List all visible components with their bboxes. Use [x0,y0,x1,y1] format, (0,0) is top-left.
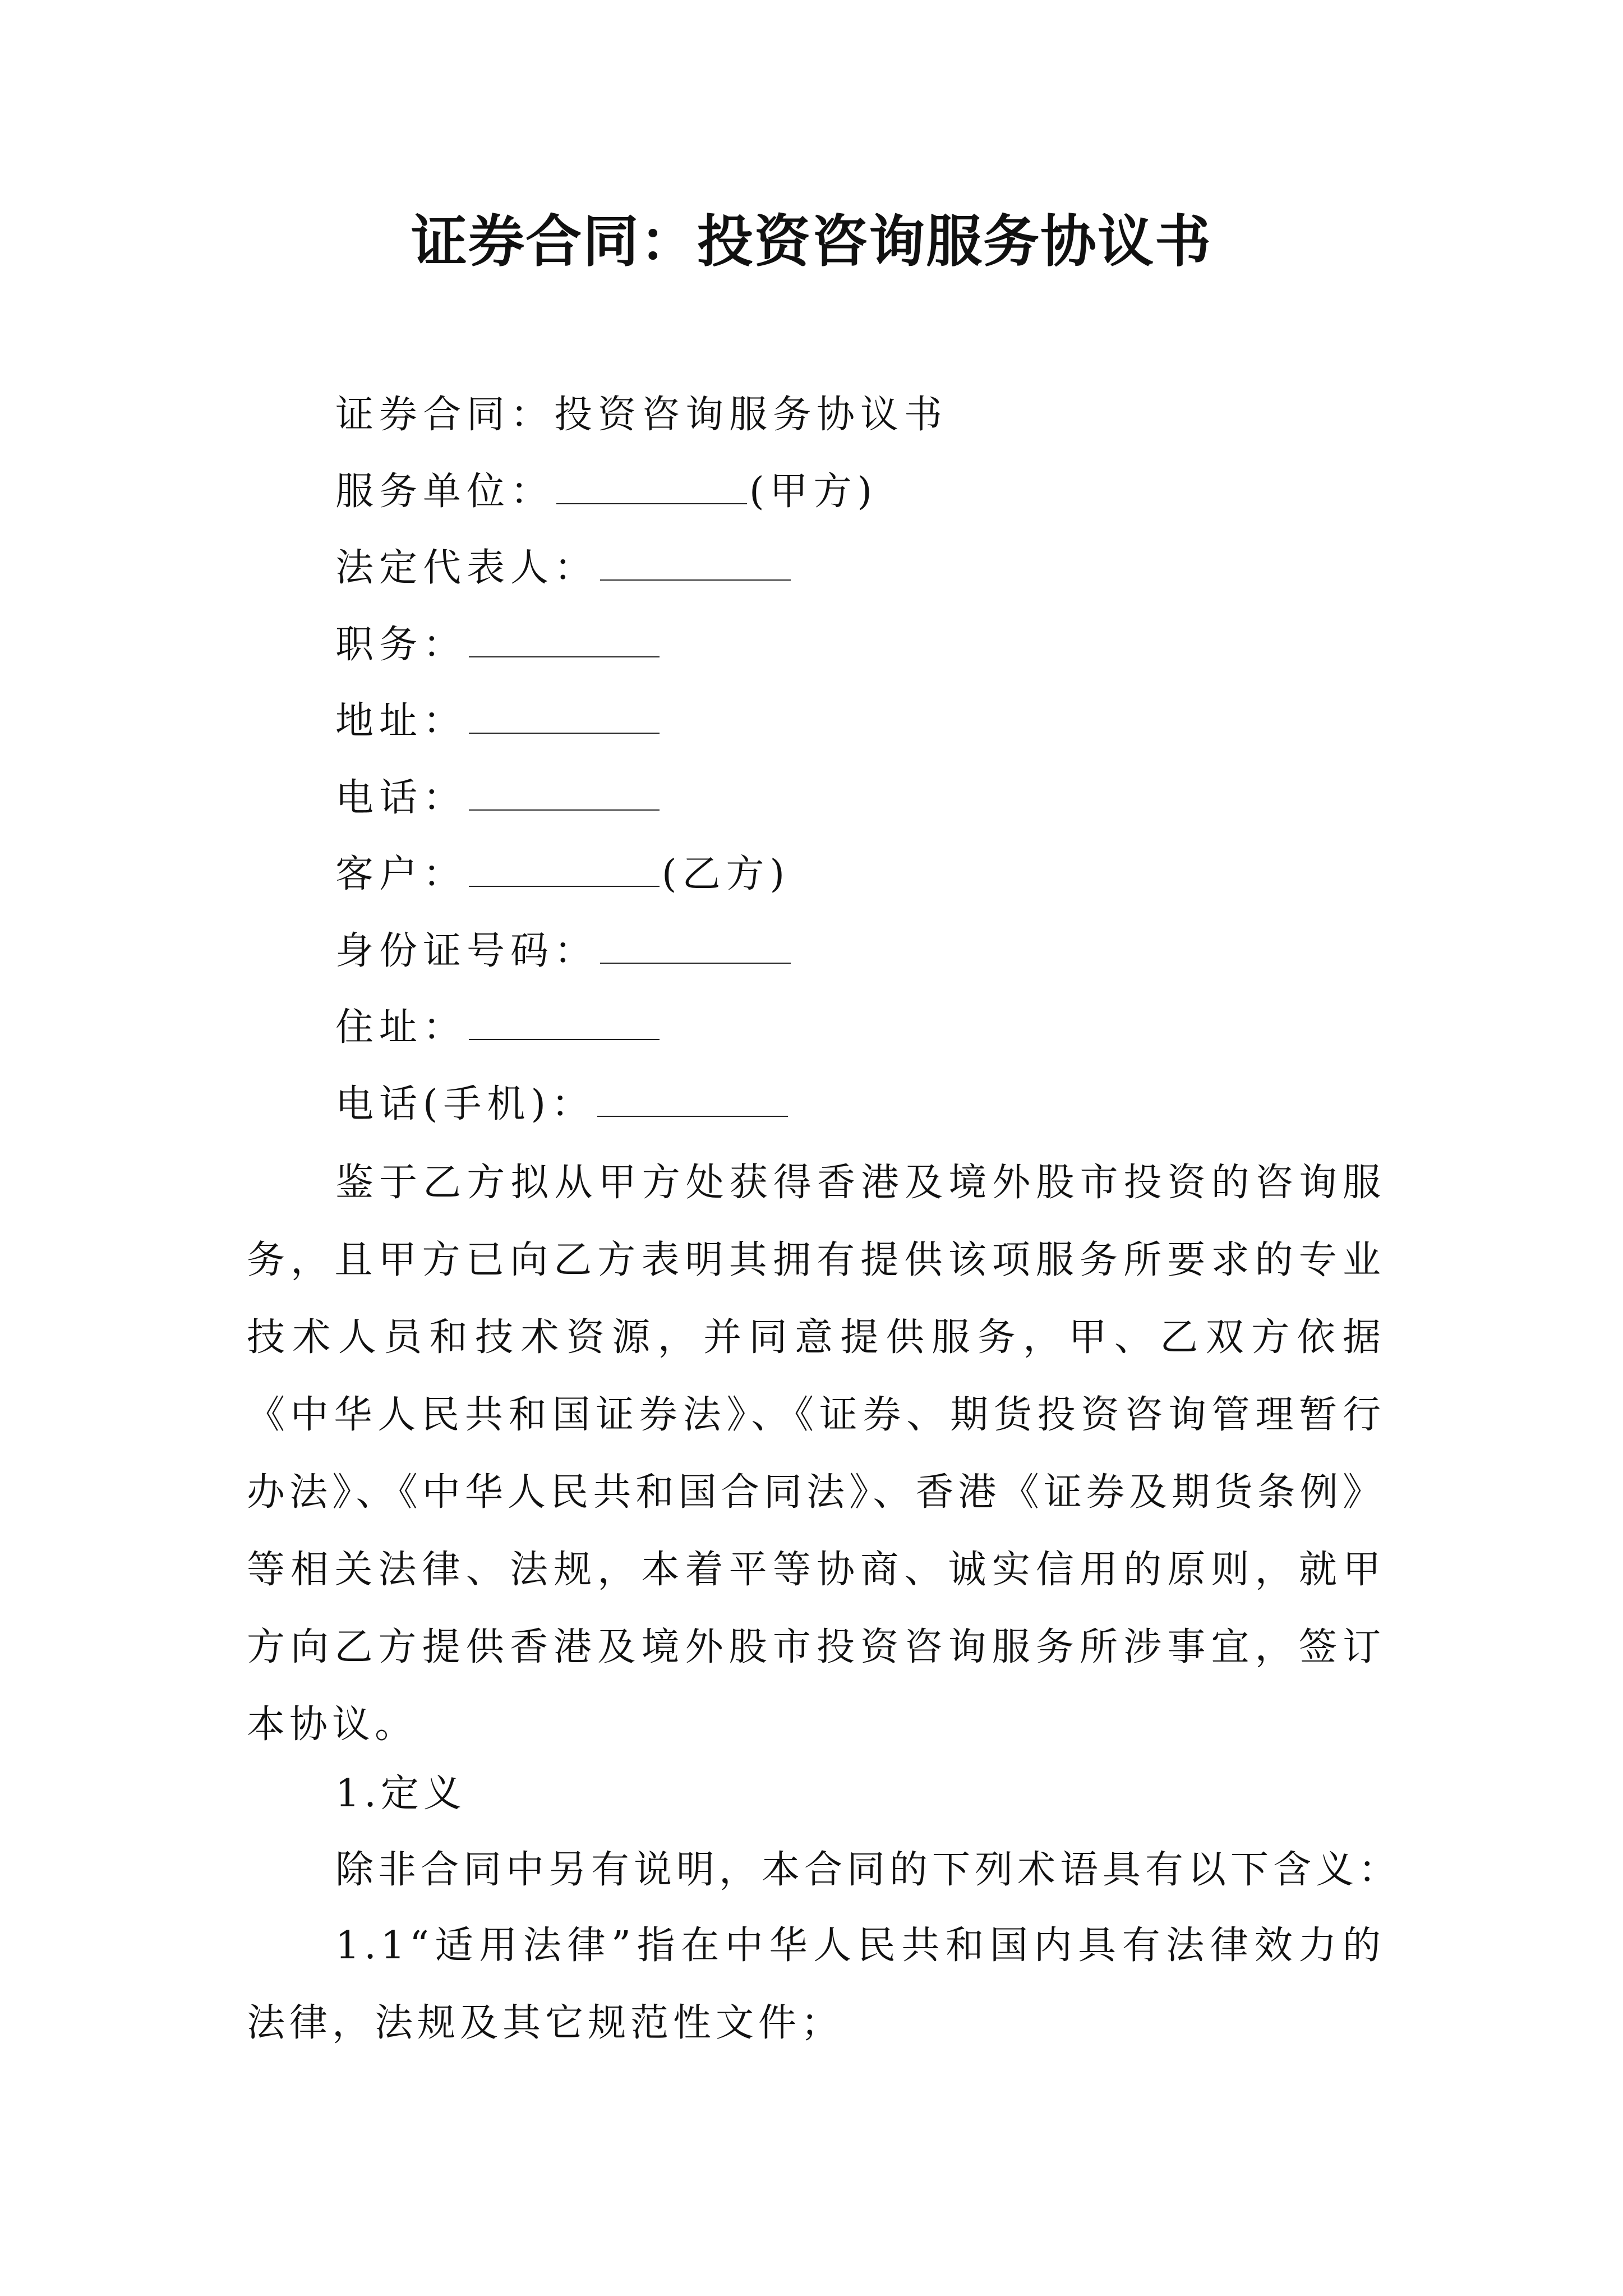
field-label: 住址： [335,1005,467,1050]
field-position [335,617,662,673]
field-label: 证券合同：投资咨询服务协议书 [335,393,948,437]
blank-line[interactable] [469,846,660,887]
blank-line[interactable] [469,770,660,811]
field-label: 电话(手机)： [335,1082,596,1126]
field-mobile-phone [335,1076,790,1133]
section-intro: 除非合同中另有说明，本合同的下列术语具有以下含义： [335,1848,1401,1892]
blank-line[interactable] [600,923,791,964]
blank-line[interactable] [469,693,660,734]
field-phone [335,770,662,826]
field-label: 电话： [335,776,467,820]
section-heading: 1.定义 [335,1772,466,1816]
field-service-unit [335,464,878,520]
blank-line[interactable] [556,464,747,504]
field-contract-name [335,387,948,443]
blank-line[interactable] [597,1076,788,1117]
field-label: 服务单位： [335,470,555,514]
field-label: 客户： [335,852,467,896]
preamble-paragraph: 鉴于乙方拟从甲方处获得香港及境外股市投资的咨询服务，且甲方已向乙方表明其拥有提供该项服务所要求的专业技术人员和技术资源，并同意提供服务，甲、乙双方依据《中华人民共和国证券法》、《证券、期货投资咨询管理暂行办法》、《中华人民共和国合同法》、香港《证券及期货条例》等相关法律、法规，本着平等协商、诚实信用的原则，就甲方向乙方提供香港及境外股市投资咨询服务所涉事宜，签订本协议。 [247,1161,1385,1747]
field-id-number [335,923,793,979]
field-label: 法定代表人： [335,546,598,590]
field-residence [335,1000,662,1056]
field-suffix: (甲方) [749,470,878,514]
field-label: 职务： [335,623,467,667]
document-title: 证券合同：投资咨询服务协议书 [411,208,1212,274]
field-address [335,693,662,749]
field-legal-representative [335,540,793,596]
clause-1-1: 1.1“适用法律”指在中华人民共和国内具有法律效力的法律，法规及其它规范性文件； [247,1924,1385,2045]
field-label: 地址： [335,699,467,743]
blank-line[interactable] [600,540,791,581]
field-suffix: (乙方) [662,852,791,896]
field-label: 身份证号码： [335,929,598,973]
blank-line[interactable] [469,1000,660,1040]
field-client [335,846,790,903]
blank-line[interactable] [469,617,660,657]
